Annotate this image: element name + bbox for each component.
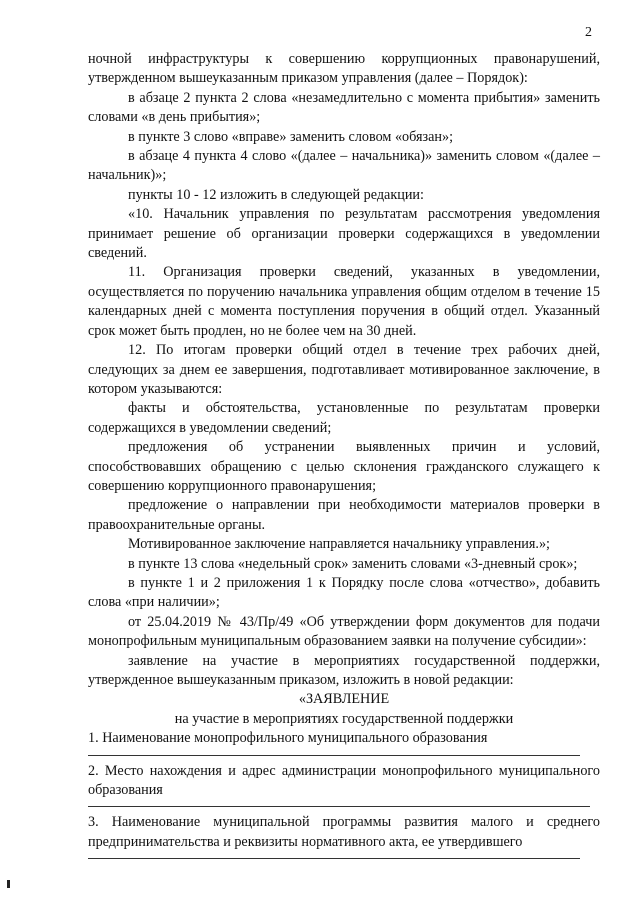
scan-mark	[7, 880, 10, 888]
paragraph: в пункте 3 слово «вправе» заменить словом «обязан»;	[128, 128, 454, 145]
page-number: 2	[585, 25, 592, 40]
paragraph: факты и обстоятельства, установленные по результатам проверки содержащихся в уведомлении сведений;	[88, 400, 600, 436]
form-field-label: 2. Место нахождения и адрес администрации монопрофильного муниципального образования	[88, 762, 600, 799]
paragraph: в пункте 1 и 2 приложения 1 к Порядку после слова «отчество», добавить слова «при наличии»;	[88, 574, 600, 611]
form-field-line	[88, 806, 590, 807]
form-title: «ЗАЯВЛЕНИЕ	[298, 691, 390, 708]
form-field-line	[88, 858, 580, 859]
paragraph: от 25.04.2019 № 43/Пр/49 «Об утверждении форм документов для подачи монопрофильным муниципальным образованием заявки на получение субсидии»:	[88, 613, 600, 650]
paragraph: 12. По итогам проверки общий отдел в течение трех рабочих дней, следующих за днем ее завершения, подготавливает мотивированное заключение, в котором указываются:	[88, 342, 600, 397]
paragraph: Мотивированное заключение направляется начальнику управления.»;	[128, 536, 550, 553]
paragraph: «10. Начальник управления по результатам рассмотрения уведомления принимает решение об организации проверки содержащихся в уведомлении сведений.	[88, 206, 600, 262]
paragraph: заявление на участие в мероприятиях государственной поддержки, утвержденное вышеуказанным приказом, изложить в новой редакции:	[88, 652, 600, 688]
paragraph: предложения об устранении выявленных причин и условий, способствовавших обращению с целью склонения гражданского служащего к совершению коррупционного правонарушения;	[88, 439, 600, 494]
paragraph: в пункте 13 слова «недельный срок» заменить словами «3-дневный срок»;	[128, 555, 578, 572]
document-body	[88, 50, 600, 865]
paragraph: ночной инфраструктуры к совершению коррупционных правонарушений, утвержденном вышеуказанным приказом управления (далее – Порядок):	[88, 51, 600, 87]
form-field-label: 1. Наименование монопрофильного муниципального образования	[88, 730, 488, 747]
paragraph: в абзаце 4 пункта 4 слово «(далее – начальника)» заменить словом «(далее – начальник)»;	[88, 148, 600, 184]
form-subtitle: на участие в мероприятиях государственной поддержки	[174, 710, 514, 727]
paragraph: 11. Организация проверки сведений, указанных в уведомлении, осуществляется по поручению начальника управления общим отделом в течение 15 календарных дней с момента поступления поручения в общий отдел. Указанный срок может быть продлен, но не более чем на 30 дней.	[88, 264, 600, 339]
form-field-label: 3. Наименование муниципальной программы развития малого и среднего предпринимательства и реквизиты нормативного акта, ее утвердившего	[88, 814, 600, 850]
paragraph: в абзаце 2 пункта 2 слова «незамедлительно с момента прибытия» заменить словами «в день прибытия»;	[88, 89, 600, 126]
paragraph: предложение о направлении при необходимости материалов проверки в правоохранительные органы.	[88, 497, 600, 533]
form-field-line	[88, 755, 580, 756]
paragraph: пункты 10 - 12 изложить в следующей редакции:	[128, 186, 424, 203]
